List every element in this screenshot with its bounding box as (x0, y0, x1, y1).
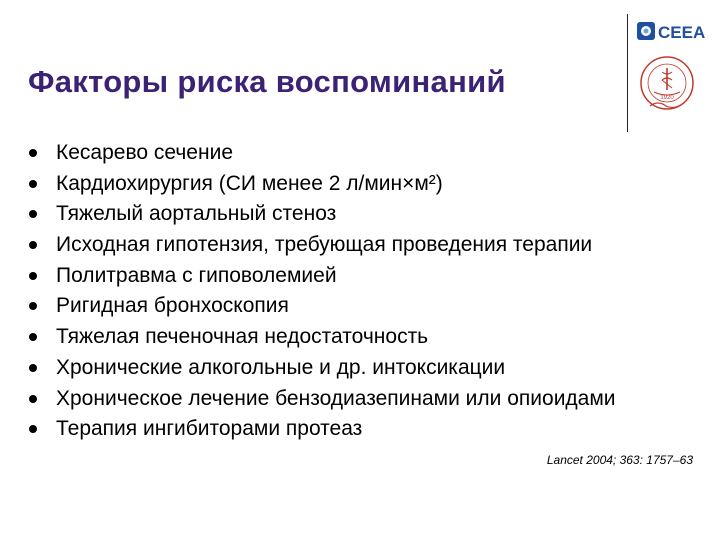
header-divider (627, 14, 628, 132)
bullet-icon (29, 272, 37, 280)
list-item (24, 384, 616, 415)
bullet-icon (29, 333, 37, 341)
list-item-text: Ригидная бронхоскопия (56, 294, 289, 318)
risk-factor-list (24, 138, 616, 445)
list-item-text: Хроническое лечение бензодиазепинами или опиоидами (56, 386, 616, 410)
list-item-text: Тяжелый аортальный стеноз (56, 202, 337, 226)
list-item (24, 230, 616, 261)
bullet-icon (29, 425, 37, 433)
bullet-icon (29, 180, 37, 188)
list-item-text: Тяжелая печеночная недостаточность (56, 325, 429, 349)
list-item (24, 353, 616, 384)
citation: Lancet 2004; 363: 1757–63 (546, 453, 693, 467)
ceea-logo-text: CEEA (658, 23, 706, 42)
seal-year: 1920 (660, 95, 674, 101)
list-item (24, 414, 616, 445)
caduceus-icon (662, 68, 672, 90)
ceea-emblem-icon (637, 22, 655, 40)
ceea-logo (636, 18, 716, 44)
list-item (24, 291, 616, 322)
list-item-text: Исходная гипотензия, требующая проведения терапии (56, 233, 593, 257)
list-item-text: Кардиохирургия (СИ менее 2 л/мин×м²) (56, 171, 443, 195)
list-item-text: Терапия ингибиторами протеаз (56, 417, 363, 441)
list-item (24, 261, 616, 292)
list-item (24, 138, 616, 169)
list-item (24, 199, 616, 230)
list-item (24, 169, 616, 200)
list-item (24, 322, 616, 353)
bullet-icon (29, 364, 37, 372)
slide-title: Факторы риска воспоминаний (28, 64, 506, 99)
bullet-icon (29, 302, 37, 310)
bullet-icon (29, 210, 37, 218)
bullet-icon (29, 241, 37, 249)
list-item-text: Хронические алкогольные и др. интоксикации (56, 355, 506, 379)
society-seal-logo (638, 54, 696, 112)
list-item-text: Политравма с гиповолемией (56, 263, 337, 287)
bullet-icon (29, 395, 37, 403)
bullet-icon (29, 149, 37, 157)
list-item-text: Кесарево сечение (56, 141, 233, 164)
